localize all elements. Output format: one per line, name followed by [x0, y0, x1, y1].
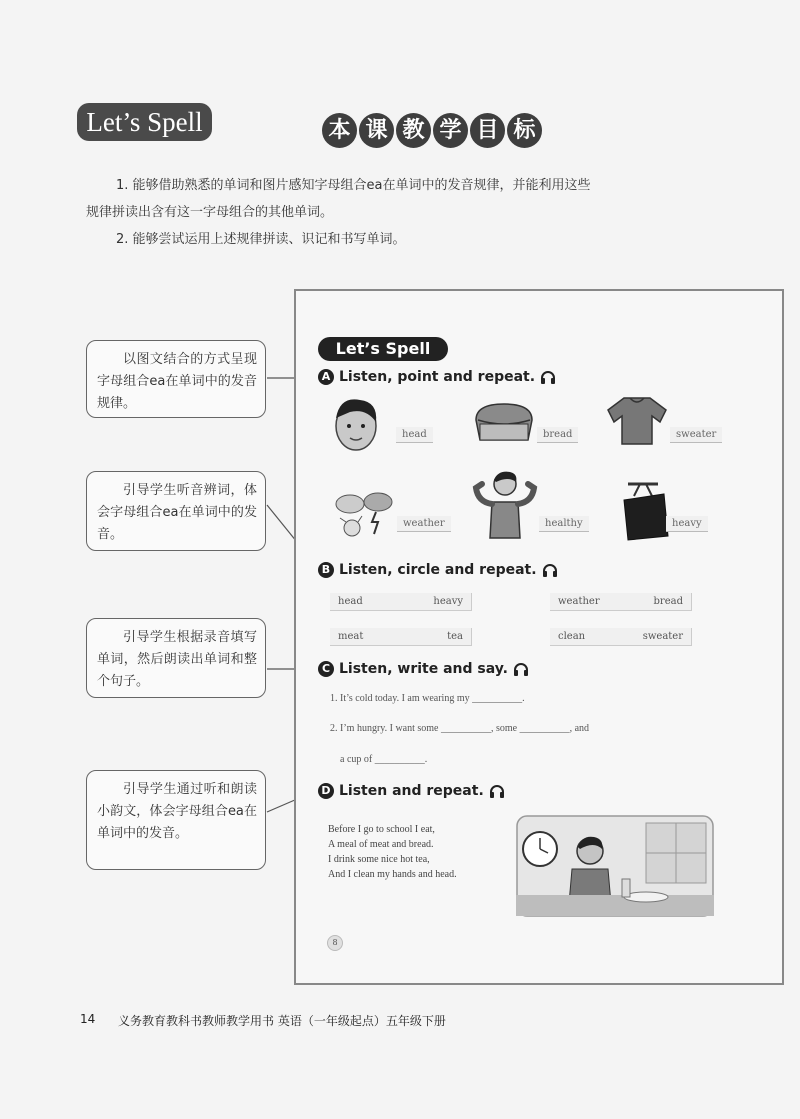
word-label-bread: bread — [537, 427, 578, 443]
word: meat — [338, 631, 364, 642]
section-b-heading — [318, 562, 558, 578]
word-label-healthy: healthy — [539, 516, 589, 532]
title-char: 目 — [470, 113, 505, 148]
title-char: 标 — [507, 113, 542, 148]
word-pair-1 — [330, 593, 472, 611]
word: bread — [653, 596, 683, 607]
word-label-heavy: heavy — [666, 516, 708, 532]
word: head — [338, 596, 363, 607]
weather-illustration — [332, 488, 398, 540]
word: heavy — [433, 596, 463, 607]
headphones-icon — [542, 563, 558, 577]
headphones-icon — [489, 784, 505, 798]
title-char: 学 — [433, 113, 468, 148]
rhyme-line: I drink some nice hot tea, — [328, 854, 430, 865]
title-char: 本 — [322, 113, 357, 148]
healthy-boy-illustration — [470, 468, 540, 540]
section-letter: C — [318, 661, 334, 677]
section-title: Listen, circle and repeat. — [339, 562, 537, 578]
word-label-head: head — [396, 427, 433, 443]
word: tea — [447, 631, 463, 642]
section-d-heading — [318, 783, 505, 799]
lesson-objectives-title — [322, 113, 542, 148]
word-pair-4 — [550, 628, 692, 646]
word: clean — [558, 631, 586, 642]
footer-page-number: 14 — [80, 1012, 96, 1026]
section-letter: A — [318, 369, 334, 385]
rhyme-line: Before I go to school I eat, — [328, 824, 435, 835]
title-char: 教 — [396, 113, 431, 148]
sweater-illustration — [606, 394, 668, 446]
word-label-weather: weather — [397, 516, 451, 532]
rhyme — [328, 822, 457, 882]
section-c-heading — [318, 661, 529, 677]
callout-1: 以图文结合的方式呈现字母组合ea在单词中的发音规律。 — [86, 340, 266, 418]
headphones-icon — [540, 370, 556, 384]
rhyme-line: A meal of meat and bread. — [328, 839, 434, 850]
word-label-sweater: sweater — [670, 427, 722, 443]
callout-4: 引导学生通过听和朗读小韵文，体会字母组合ea在单词中的发音。 — [86, 770, 266, 870]
fill-in-sentence-2-cont: a cup of __________. — [340, 754, 428, 765]
bread-illustration — [472, 398, 536, 444]
word: sweater — [642, 631, 683, 642]
fill-in-sentence-1: 1. It’s cold today. I am wearing my __________. — [330, 693, 525, 704]
head-illustration — [326, 392, 386, 456]
textbook-lets-spell-badge: Let’s Spell — [318, 337, 448, 361]
objective-2: 2. 能够尝试运用上述规律拼读、识记和书写单词。 — [116, 232, 406, 247]
callout-3: 引导学生根据录音填写单词，然后朗读出单词和整个句子。 — [86, 618, 266, 698]
section-title: Listen, point and repeat. — [339, 369, 536, 385]
objective-1-line-1: 1. 能够借助熟悉的单词和图片感知字母组合ea在单词中的发音规律，并能利用这些 — [116, 178, 591, 193]
word: weather — [558, 596, 600, 607]
fill-in-sentence-2: 2. I’m hungry. I want some __________, some __________, and — [330, 723, 590, 734]
section-a-heading — [318, 369, 556, 385]
word-pair-2 — [550, 593, 692, 611]
heavy-weight-illustration — [618, 480, 674, 542]
section-letter: D — [318, 783, 334, 799]
section-letter: B — [318, 562, 334, 578]
callout-2: 引导学生听音辨词，体会字母组合ea在单词中的发音。 — [86, 471, 266, 551]
rhyme-line: And I clean my hands and head. — [328, 869, 457, 880]
objective-1-line-2: 规律拼读出含有这一字母组合的其他单词。 — [86, 205, 334, 220]
title-char: 课 — [359, 113, 394, 148]
textbook-page-number: 8 — [327, 935, 343, 951]
section-title: Listen and repeat. — [339, 783, 484, 799]
footer-book-title: 义务教育教科书教师教学用书 英语（一年级起点）五年级下册 — [118, 1014, 446, 1028]
lets-spell-badge: Let’s Spell — [77, 103, 212, 141]
breakfast-scene-illustration — [516, 815, 714, 917]
word-pair-3 — [330, 628, 472, 646]
headphones-icon — [513, 662, 529, 676]
section-title: Listen, write and say. — [339, 661, 508, 677]
